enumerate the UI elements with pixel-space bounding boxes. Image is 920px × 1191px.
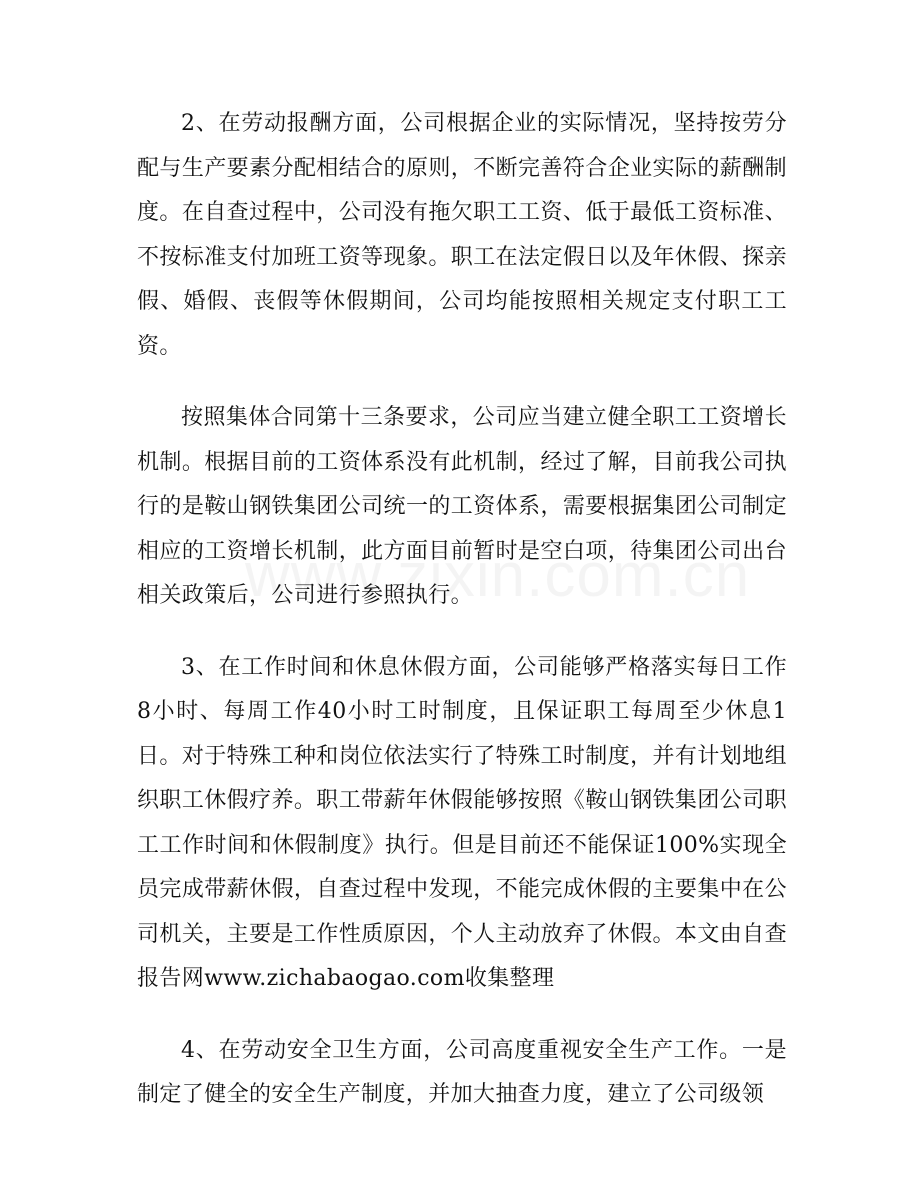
document-body xyxy=(137,102,787,1145)
paragraph-wage-growth-mechanism: 按照集体合同第十三条要求，公司应当建立健全职工工资增长机制。根据目前的工资体系没有此机制，经过了解，目前我公司执行的是鞍山钢铁集团公司统一的工资体系，需要根据集团公司制定相应的工资增长机制，此方面目前暂时是空白项，待集团公司出台相关政策后，公司进行参照执行。 xyxy=(137,405,787,608)
paragraph-working-hours: 3、在工作时间和休息休假方面，公司能够严格落实每日工作8小时、每周工作40小时工时制度，且保证职工每周至少休息1日。对于特殊工种和岗位依法实行了特殊工时制度，并有计划地组织职工休假疗养。职工带薪年休假能够按照《鞍山钢铁集团公司职工工作时间和休假制度》执行。但是目前还不能保证100%实现全员完成带薪休假，自查过程中发现，不能完成休假的主要集中在公司机关，主要是工作性质原因，个人主动放弃了休假。本文由自查报告网www.zichabaogao.com收集整理 xyxy=(137,654,787,991)
paragraph-labor-remuneration: 2、在劳动报酬方面，公司根据企业的实际情况，坚持按劳分配与生产要素分配相结合的原则，不断完善符合企业实际的薪酬制度。在自查过程中，公司没有拖欠职工工资、低于最低工资标准、不按标准支付加班工资等现象。职工在法定假日以及年休假、探亲假、婚假、丧假等休假期间，公司均能按照相关规定支付职工工资。 xyxy=(137,111,787,359)
paragraph-safety-health: 4、在劳动安全卫生方面，公司高度重视安全生产工作。一是制定了健全的安全生产制度，并加大抽查力度，建立了公司级领 xyxy=(137,1037,787,1107)
